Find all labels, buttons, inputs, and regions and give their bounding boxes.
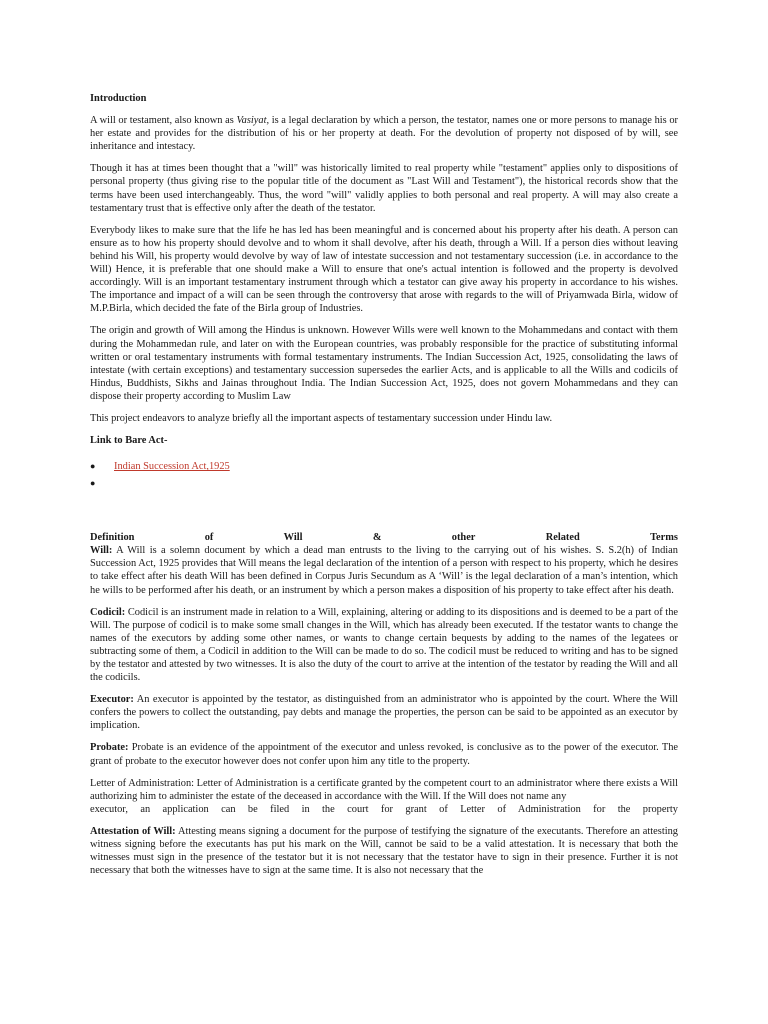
heading-word: Terms (650, 532, 678, 544)
intro-p1-text-a: A will or testament, also known as (90, 115, 237, 127)
heading-word: of (204, 532, 214, 544)
document-page (90, 92, 678, 886)
attestation-definition (90, 825, 678, 877)
executor-term: Executor: (90, 694, 134, 706)
heading-word: other (451, 532, 476, 544)
codicil-text: Codicil is an instrument made in relation to a Will, explaining, altering or adding to its dispositions and is deemed to be a part of the Will. The purpose of codicil is to make some small changes in the Will, which has already been executed. If the testator wants to change the names of the executors by adding some other names, or wants to change certain bequests by adding to the names of the legatees or subtracting some of them, a Codicil in addition to the Will can be made to do so. The codicil must be reduced to writing and has to be signed by the testator and attested by two witnesses. It is also the duty of the court to arrive at the intention of the testator by reading the Will and all the codicils. (90, 606, 678, 684)
loa-last-line: executor, an application can be filed in the court for grant of Letter of Administration for the property (90, 803, 678, 815)
bullet-icon: ● (90, 461, 96, 472)
intro-paragraph-1 (90, 114, 678, 153)
probate-definition (90, 741, 678, 767)
probate-term: Probate: (90, 742, 129, 754)
heading-word: & (372, 532, 382, 544)
intro-paragraph-3: Everybody likes to make sure that the life he has led has been meaningful and is concerned about his property after his death. A person can ensure as to how his property should devolve and to whom it shall devolve, after his death, through a Will. If a person dies without leaving behind his Will, his property would devolve by way of law of intestate succession and not testamentary succession (i.e. in accordance to the Will) Hence, it is preferable that one should make a Will to ensure that one's actual intention is followed and the property is devolved accordingly. Will is an important testamentary instrument through which a testator can give away his property in accordance to his wishes. The importance and impact of a will can be seen through the controversy that arose with regards to the will of Priyamwada Birla, widow of M.P.Birla, which decided the fate of the Birla group of Industries. (90, 224, 678, 315)
intro-paragraph-2: Though it has at times been thought that a "will" was historically limited to real property while "testament" applies only to dispositions of personal property (thus giving rise to the popular title of the document as "Last Will and Testament"), the historical records show that the terms have been used interchangeably. Thus, the word "will" validly applies to both personal and real property. A will may also create a testamentary trust that is effective only after the death of the testator. (90, 163, 678, 214)
will-text: A Will is a solemn document by which a dead man entrusts to the living to the carrying out of his wishes. S. S.2(h) of Indian Succession Act, 1925 provides that Will means the legal declaration of the intention of a person with respect to his property, which he desires to take effect after his death Will has been defined in Corpus Juris Secundum as A ‘Will’ is the legal declaration of a man’s intention, which he wills to be performed after his death, or an instrument by which a person makes a disposition of his property to take effect after his death. (90, 545, 678, 596)
vasiyat-term: Vasiyat, (236, 115, 270, 127)
probate-text: Probate is an evidence of the appointment of the executor and unless revoked, is conclusive as to the power of the executor. The grant of probate to the executor however does not confer upon him any title to the property. (90, 742, 678, 767)
list-item (90, 459, 678, 474)
bare-act-list (90, 459, 678, 491)
definitions-heading (90, 531, 678, 544)
letter-of-administration-definition (90, 777, 678, 816)
bare-act-heading: Link to Bare Act- (90, 435, 168, 447)
introduction-heading: Introduction (90, 93, 147, 104)
attestation-text: Attesting means signing a document for the purpose of testifying the signature of the executants. Therefore an attesting witness signing before the executants has put his mark on the Will, cannot be said to be a valid attestation. It is necessary that both the witnesses must sign in the presence of the testator but it is not necessary that the testator have to sign in their presence. Further it is not necessary that both the witnesses have to sign at the same time. It is also not necessary that the (90, 825, 678, 877)
codicil-term: Codicil: (90, 606, 126, 618)
codicil-definition (90, 606, 678, 685)
executor-definition (90, 693, 678, 732)
loa-text: Letter of Administration: Letter of Administration is a certificate granted by the competent court to an administrator where there exists a Will authorizing him to administer the estate of the deceased in accordance with the Will. If the Will does not name any (90, 777, 678, 802)
will-definition (90, 544, 678, 596)
heading-word: Will (283, 532, 303, 544)
intro-paragraph-5: This project endeavors to analyze briefly all the important aspects of testamentary succession under Hindu law. (90, 412, 553, 424)
executor-text: An executor is appointed by the testator, as distinguished from an administrator who is appointed by the court. Where the Will confers the powers to collect the outstanding, pay debts and manage the properties, the person can be said to be appointed as an executor by implication. (90, 694, 678, 732)
indian-succession-act-link[interactable]: Indian Succession Act,1925 (114, 461, 230, 473)
heading-word: Related (545, 532, 580, 544)
list-item (90, 476, 678, 491)
attestation-term: Attestation of Will: (90, 825, 176, 837)
will-term: Will: (90, 545, 113, 557)
heading-word: Definition (90, 532, 135, 544)
intro-p1-text-b: is a legal declaration by which a person, the testator, names one or more persons to manage his or her estate and provides for the distribution of his or her property at death. For the devolution of property not disposed of by will, see inheritance and intestacy. (90, 115, 679, 153)
intro-paragraph-4: The origin and growth of Will among the Hindus is unknown. However Wills were well known to the Mohammedans and contact with them during the Mohammedan rule, and later on with the European countries, was probably responsible for the practice of substituting informal written or oral testamentary instruments with formal testamentary instruments. The Indian Succession Act, 1925, consolidating the laws of intestate (with certain exceptions) and testamentary succession supersedes the earlier Acts, and is applicable to all the Wills and codicils of Hindus, Buddhists, Sikhs and Jainas throughout India. The Indian Succession Act, 1925, does not govern Mohammedans and they can dispose their property according to Muslim Law (90, 325, 678, 402)
bullet-icon: ● (90, 478, 96, 489)
